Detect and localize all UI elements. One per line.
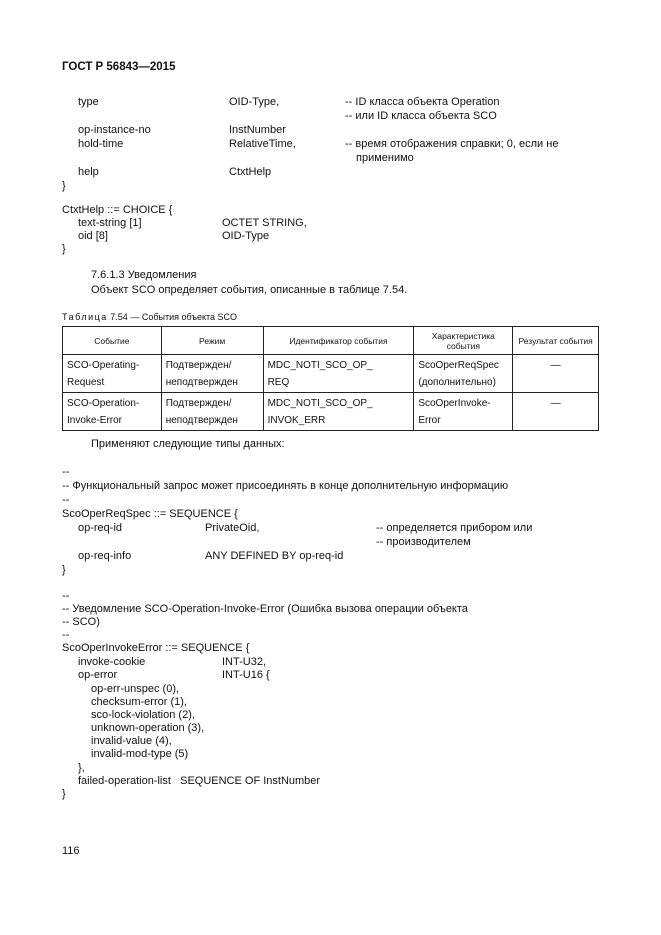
field-name: op-error — [78, 669, 118, 681]
closing-brace: } — [62, 564, 66, 576]
field-type: PrivateOid, — [205, 522, 260, 534]
document-header: ГОСТ Р 56843—2015 — [62, 61, 176, 73]
cell-line: неподтвержден — [165, 377, 238, 388]
section-heading: 7.6.1.3 Уведомления — [91, 269, 197, 281]
field-comment: -- ID класса объекта Operation — [345, 96, 500, 108]
events-table — [62, 326, 599, 431]
cell-event — [63, 393, 162, 431]
enum-value: op-err-unspec (0), — [91, 683, 180, 695]
cell-line: SCO-Operating- — [67, 360, 140, 371]
field-name: op-req-id — [78, 522, 123, 534]
enum-value: sco-lock-violation (2), — [91, 709, 195, 721]
field-type: OID-Type, — [229, 96, 280, 108]
field-name: invoke-cookie — [78, 656, 146, 668]
cell-line: MDC_NOTI_SCO_OP_ — [267, 398, 373, 409]
types-intro-text: Применяют следующие типы данных: — [91, 438, 285, 450]
enum-closing-brace: }, — [78, 762, 85, 774]
cell-event-result: — — [513, 393, 599, 431]
cell-line: ScoOperInvoke- — [418, 398, 491, 409]
cell-event-info — [414, 393, 513, 431]
field-type: OCTET STRING, — [222, 217, 307, 229]
comment-line: -- Уведомление SCO-Operation-Invoke-Error (Ошибка вызова операции объекта — [62, 603, 468, 615]
field-comment: -- время отображения справки; 0, если не — [345, 138, 559, 150]
field-type: INT-U32, — [222, 656, 267, 668]
cell-event-result: — — [513, 355, 599, 393]
field-comment: -- производителем — [376, 536, 471, 548]
field-type: RelativeTime, — [229, 138, 296, 150]
cell-mode — [161, 393, 263, 431]
type-definition-head: CtxtHelp ::= CHOICE { — [62, 204, 173, 216]
cell-line: INVOK_ERR — [267, 415, 326, 426]
cell-line: REQ — [267, 377, 290, 388]
cell-line: неподтвержден — [165, 415, 238, 426]
field-type: ANY DEFINED BY op-req-id — [205, 550, 344, 562]
closing-brace: } — [62, 788, 66, 800]
field-comment: -- или ID класса объекта SCO — [345, 110, 497, 122]
cell-line: (дополнительно) — [418, 377, 496, 388]
type-definition-head: ScoOperInvokeError ::= SEQUENCE { — [62, 642, 250, 654]
cell-line: Invoke-Error — [67, 415, 123, 426]
cell-line: ScoOperReqSpec — [418, 360, 499, 371]
closing-brace: } — [62, 180, 66, 192]
field-failed-operation-list: failed-operation-list SEQUENCE OF InstNumber — [78, 775, 321, 787]
page-number: 116 — [62, 845, 80, 857]
field-type: InstNumber — [229, 124, 286, 136]
cell-event-id — [263, 355, 414, 393]
comment-line: -- Функциональный запрос может присоединять в конце дополнительную информацию — [62, 480, 509, 492]
type-definition-head: ScoOperReqSpec ::= SEQUENCE { — [62, 508, 238, 520]
cell-line: Подтвержден/ — [165, 398, 232, 409]
comment-line: -- — [62, 494, 70, 506]
cell-line: SCO-Operation- — [67, 398, 140, 409]
table-caption-prefix: Таблица — [62, 312, 108, 322]
cell-line: Подтвержден/ — [165, 360, 232, 371]
enum-value: invalid-mod-type (5) — [91, 748, 189, 760]
cell-event-id — [263, 393, 414, 431]
field-type: OID-Type — [222, 230, 270, 242]
field-type: CtxtHelp — [229, 166, 272, 178]
column-header: Режим — [161, 327, 263, 355]
field-name: type — [78, 96, 99, 108]
table-row — [63, 393, 599, 431]
field-type: INT-U16 { — [222, 669, 270, 681]
comment-line: -- — [62, 629, 70, 641]
enum-value: invalid-value (4), — [91, 735, 172, 747]
column-header: Результат события — [513, 327, 599, 355]
cell-line: Error — [418, 415, 441, 426]
comment-line: -- — [62, 466, 70, 478]
field-name: text-string [1] — [78, 217, 142, 229]
column-header: Идентификатор события — [263, 327, 414, 355]
cell-line: MDC_NOTI_SCO_OP_ — [267, 360, 373, 371]
cell-mode — [161, 355, 263, 393]
enum-value: checksum-error (1), — [91, 696, 187, 708]
field-name: hold-time — [78, 138, 124, 150]
table-header-row — [63, 327, 599, 355]
field-comment: применимо — [356, 152, 414, 164]
closing-brace: } — [62, 243, 66, 255]
column-header: Событие — [63, 327, 162, 355]
cell-event-info — [414, 355, 513, 393]
table-caption — [62, 311, 237, 324]
comment-line: -- SCO) — [62, 616, 100, 628]
cell-line: Request — [67, 377, 105, 388]
column-header: Характеристика события — [414, 327, 513, 355]
cell-event — [63, 355, 162, 393]
field-comment: -- определяется прибором или — [376, 522, 533, 534]
field-name: oid [8] — [78, 230, 108, 242]
comment-line: -- — [62, 590, 70, 602]
field-name: help — [78, 166, 99, 178]
table-caption-title: 7.54 — События объекта SCO — [107, 312, 238, 322]
table-row — [63, 355, 599, 393]
field-name: op-instance-no — [78, 124, 151, 136]
section-text: Объект SCO определяет события, описанные в таблице 7.54. — [91, 284, 408, 296]
field-name: op-req-info — [78, 550, 132, 562]
enum-value: unknown-operation (3), — [91, 722, 205, 734]
